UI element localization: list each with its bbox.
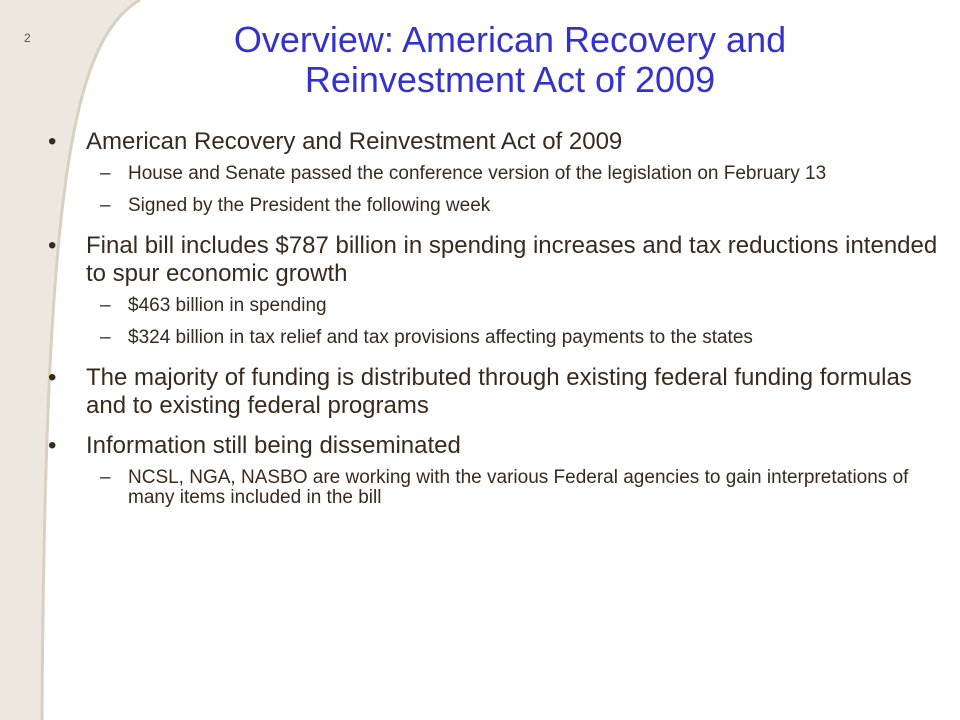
bullet-text: American Recovery and Reinvestment Act of 2009: [86, 128, 623, 155]
bullet-text: The majority of funding is distributed through existing federal funding formulas and to existing federal programs: [86, 364, 912, 419]
sub-bullet-text: $324 billion in tax relief and tax provisions affecting payments to the states: [128, 327, 753, 348]
sub-bullet-item: [48, 468, 938, 508]
bullet-item: [48, 128, 938, 156]
slide-title: [140, 20, 880, 100]
bullet-marker: •: [48, 232, 57, 259]
sub-bullet-item: [48, 296, 938, 316]
sub-bullet-item: [48, 328, 938, 348]
dash-marker: –: [100, 163, 111, 184]
sub-bullet-text: Signed by the President the following week: [128, 195, 491, 216]
bullet-item: [48, 232, 938, 288]
sub-bullet-item: [48, 164, 938, 184]
dash-marker: –: [100, 195, 111, 216]
slide-number: 2: [24, 31, 31, 45]
sub-bullet-text: NCSL, NGA, NASBO are working with the various Federal agencies to gain interpretations of many items included in the bill: [128, 467, 909, 508]
bullet-marker: •: [48, 432, 57, 459]
bullet-item: [48, 364, 938, 420]
bullet-marker: •: [48, 128, 57, 155]
bullet-marker: •: [48, 364, 57, 391]
bullet-item: [48, 432, 938, 460]
dash-marker: –: [100, 295, 111, 316]
sub-bullet-item: [48, 196, 938, 216]
title-line-1: Overview: American Recovery and: [233, 19, 787, 60]
dash-marker: –: [100, 327, 111, 348]
sub-bullet-text: $463 billion in spending: [128, 295, 327, 316]
bullet-text: Information still being disseminated: [86, 432, 461, 459]
bullet-text: Final bill includes $787 billion in spending increases and tax reductions intended to spur economic growth: [86, 232, 938, 287]
dash-marker: –: [100, 467, 111, 488]
title-line-2: Reinvestment Act of 2009: [304, 59, 716, 100]
slide-body: [48, 128, 938, 520]
sub-bullet-text: House and Senate passed the conference version of the legislation on February 13: [128, 163, 827, 184]
